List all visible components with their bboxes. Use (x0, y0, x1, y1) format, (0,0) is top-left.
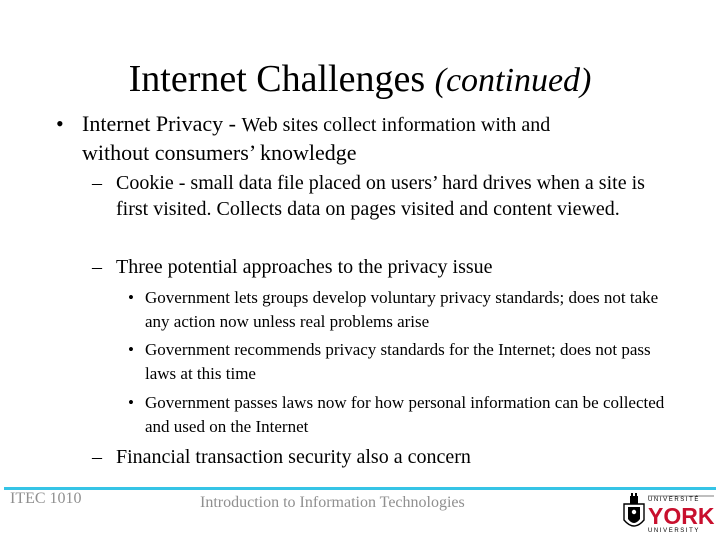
dash-marker: – (92, 256, 102, 278)
title-suffix: (continued) (434, 62, 592, 99)
footer-course-title: Introduction to Information Technologies (200, 494, 465, 511)
york-crest-icon (624, 493, 644, 526)
title-main: Internet Challenges (128, 58, 426, 100)
bullet-marker: • (56, 111, 64, 136)
approach-item-text: Government passes laws now for how personal information can be collected and used on the Internet (145, 393, 665, 436)
dash-marker: – (92, 446, 102, 468)
bullet-marker: • (128, 288, 134, 307)
subbullet-cookie (92, 170, 672, 222)
logo-bottom-text: UNIVERSITY (648, 528, 701, 534)
subbullet-financial (92, 444, 672, 470)
privacy-lead: Internet Privacy - (82, 111, 242, 136)
approach-item-text: Government lets groups develop voluntary privacy standards; does not take any action now unless real problems arise (145, 288, 659, 331)
approach-item (128, 286, 668, 334)
financial-text: Financial transaction security also a concern (116, 446, 471, 468)
cookie-text: Cookie - small data file placed on users’ hard drives when a site is first visited. Collects data on pages visited and content viewed. (116, 172, 645, 220)
approach-item-text: Government recommends privacy standards for the Internet; does not pass laws at this time (145, 340, 651, 383)
dash-marker: – (92, 172, 102, 194)
subbullet-approaches (92, 254, 672, 280)
logo-top-text: UNIVERSITÉ (648, 497, 701, 503)
bullet-internet-privacy (56, 110, 676, 139)
privacy-rest-line1: Web sites collect information with and (241, 114, 551, 136)
footer-course: ITEC 1010 (10, 490, 82, 507)
approaches-text: Three potential approaches to the privacy issue (116, 256, 493, 278)
bullet-internet-privacy-cont (56, 139, 676, 166)
bullet-marker: • (128, 340, 134, 359)
bullet-marker: • (128, 393, 134, 412)
logo-name-text: YORK (648, 503, 715, 529)
approach-item (128, 391, 668, 439)
slide-title (0, 56, 720, 104)
footer-divider (4, 487, 716, 490)
york-university-logo (622, 490, 716, 536)
approach-item (128, 338, 668, 386)
privacy-rest-line2: without consumers’ knowledge (82, 140, 357, 165)
